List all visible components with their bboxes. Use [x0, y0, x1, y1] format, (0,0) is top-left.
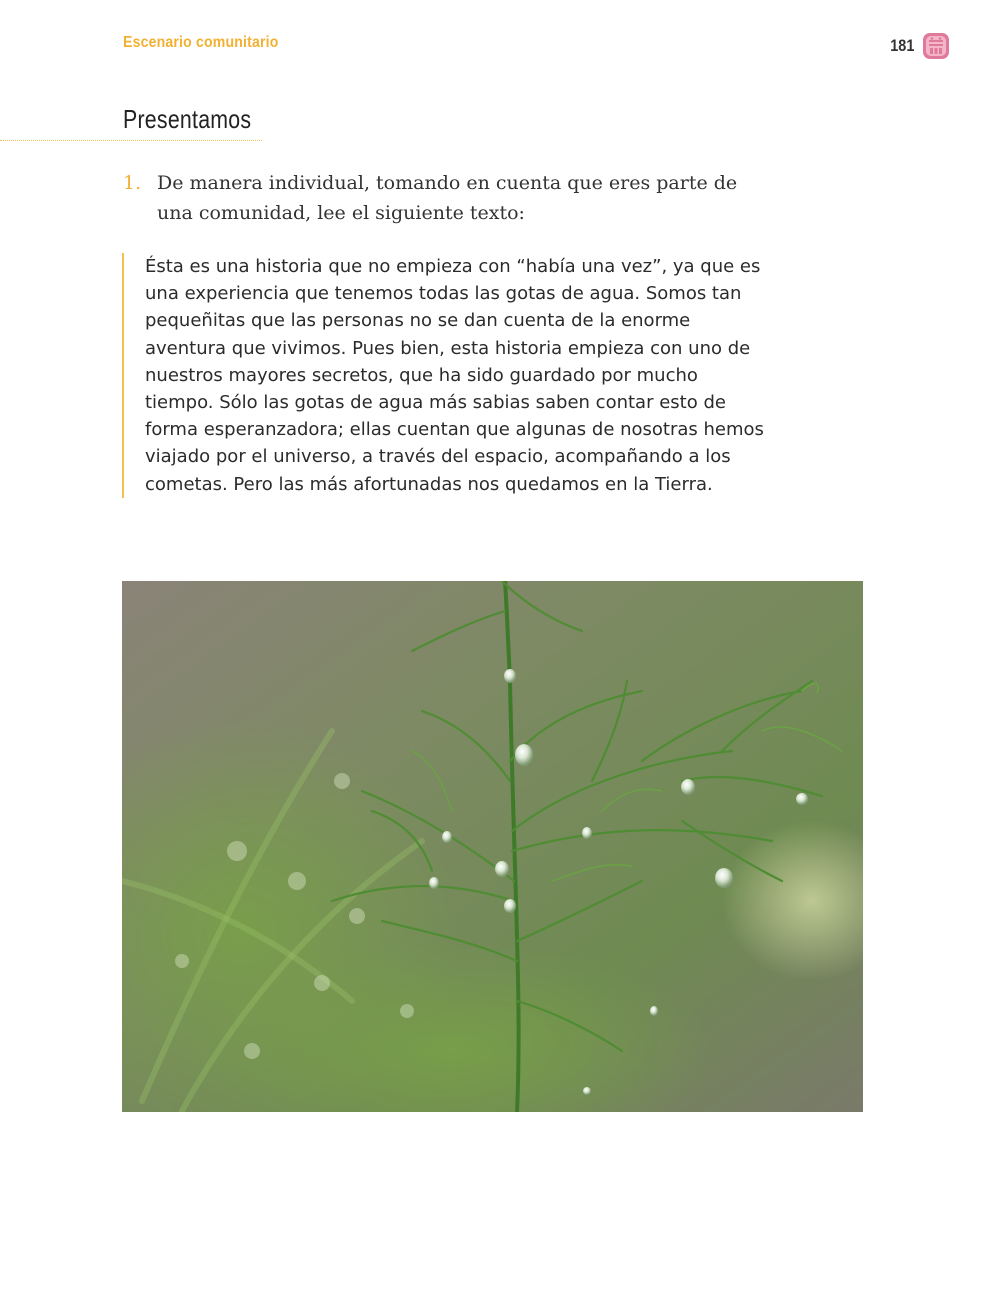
story-quote: Ésta es una historia que no empieza con “había una vez”, ya que es una experiencia que tenemos todas las gotas de agua. Somos tan pequeñitas que las personas no se dan cuenta de la enorme aventura que vivimos. Pues bien, esta historia empieza con uno de nuestros mayores secretos, que ha sido guardado por mucho tiempo. Sólo las gotas de agua más sabias saben contar esto de forma esperanzadora; ellas cuentan que algunas de nosotras hemos viajado por el universo, a través del espacio, acompañando a los cometas. Pero las más afortunadas nos quedamos en la Tierra.	[122, 253, 765, 498]
page-number: 181	[889, 36, 914, 55]
instruction-number: 1.	[123, 172, 142, 194]
section-label: Escenario comunitario	[123, 34, 279, 51]
title-underline	[0, 140, 262, 141]
section-title: Presentamos	[123, 104, 252, 134]
instruction-text: De manera individual, tomando en cuenta que eres parte de una comunidad, lee el siguiente texto:	[157, 172, 738, 224]
plant-with-water-drops-photo	[122, 581, 863, 1112]
page-header-right	[886, 32, 950, 60]
instruction-item	[123, 168, 763, 228]
glyph-icon	[922, 32, 950, 60]
